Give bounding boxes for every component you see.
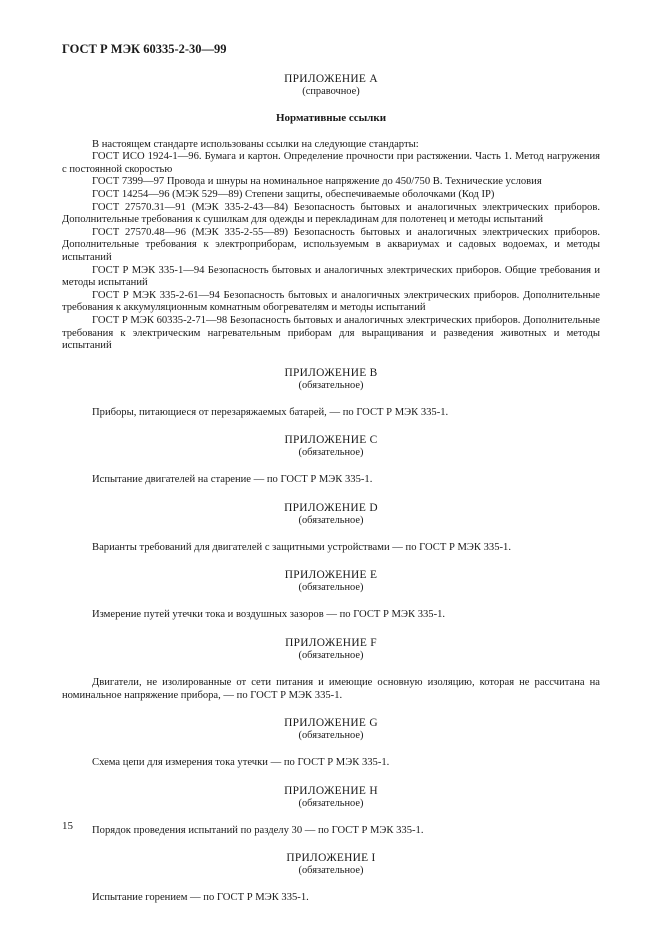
appendix-i xyxy=(62,852,600,905)
appendix-a xyxy=(62,73,600,353)
appendix-subtitle: (обязательное) xyxy=(298,582,364,594)
appendix-c xyxy=(62,434,600,487)
appendix-title: ПРИЛОЖЕНИЕ D xyxy=(284,501,378,514)
appendix-b xyxy=(62,367,600,420)
appendix-text: Порядок проведения испытаний по разделу 30 — по ГОСТ Р МЭК 335-1. xyxy=(92,824,424,836)
appendix-text: Варианты требований для двигателей с защитными устройствами — по ГОСТ Р МЭК 335-1. xyxy=(92,541,511,553)
document-header: ГОСТ Р МЭК 60335-2-30—99 xyxy=(62,42,227,56)
appendix-text: Измерение путей утечки тока и воздушных зазоров — по ГОСТ Р МЭК 335-1. xyxy=(92,609,446,621)
appendix-title: ПРИЛОЖЕНИЕ G xyxy=(284,717,378,730)
appendix-g xyxy=(62,717,600,770)
appendix-a-subtitle: (справочное) xyxy=(302,86,360,97)
appendix-subtitle: (обязательное) xyxy=(298,797,364,809)
appendix-e xyxy=(62,569,600,622)
appendix-a-title: ПРИЛОЖЕНИЕ А xyxy=(284,73,378,85)
appendix-text: Испытание горением — по ГОСТ Р МЭК 335-1. xyxy=(92,892,309,904)
appendix-text: Схема цепи для измерения тока утечки — по ГОСТ Р МЭК 335-1. xyxy=(92,757,390,769)
normative-references-heading: Нормативные ссылки xyxy=(275,112,387,124)
references-list xyxy=(62,139,600,353)
reference-item: ГОСТ 27570.31—91 (МЭК 335-2-43—84) Безопасность бытовых и аналогичных электрических приборов. Дополнительные требования к сушилкам для одежды и перекладинам для полотенец и методы испытаний xyxy=(62,201,600,226)
appendix-f xyxy=(62,637,600,702)
reference-item: ГОСТ 27570.48—96 (МЭК 335-2-55—89) Безопасность бытовых и аналогичных электрических приборов. Дополнительные требования к электроприборам, используемым в аквариумах и садовых водоемах, и методы испытаний xyxy=(62,226,600,263)
appendix-title: ПРИЛОЖЕНИЕ F xyxy=(285,637,377,650)
reference-item: ГОСТ Р МЭК 60335-2-71—98 Безопасность бытовых и аналогичных электрических приборов. Дополнительные требования к электрическим нагревательным приборам для выращивания и разведения животных и методы испытаний xyxy=(62,314,600,352)
page-number: 15 xyxy=(62,820,73,832)
appendix-title: ПРИЛОЖЕНИЕ В xyxy=(284,366,378,379)
appendix-text: Испытание двигателей на старение — по ГОСТ Р МЭК 335-1. xyxy=(92,474,373,486)
reference-item: ГОСТ ИСО 1924-1—96. Бумага и картон. Определение прочности при растяжении. Часть 1. Метод нагружения с постоянной скоростью xyxy=(62,151,600,175)
appendix-title: ПРИЛОЖЕНИЕ С xyxy=(284,434,378,447)
appendix-text: Приборы, питающиеся от перезаряжаемых батарей, — по ГОСТ Р МЭК 335-1. xyxy=(92,406,449,418)
appendix-subtitle: (обязательное) xyxy=(298,514,364,526)
references-intro: В настоящем стандарте использованы ссылки на следующие стандарты: xyxy=(92,138,419,150)
appendix-subtitle: (обязательное) xyxy=(298,379,364,391)
appendix-title: ПРИЛОЖЕНИЕ Е xyxy=(284,569,378,582)
appendix-title: ПРИЛОЖЕНИЕ I xyxy=(286,852,376,865)
appendix-subtitle: (обязательное) xyxy=(298,730,364,742)
reference-item: ГОСТ 14254—96 (МЭК 529—89) Степени защиты, обеспечиваемые оболочками (Код IP) xyxy=(92,188,495,200)
appendix-d xyxy=(62,502,600,555)
page-content xyxy=(62,73,600,920)
appendix-subtitle: (обязательное) xyxy=(298,865,364,877)
appendix-title: ПРИЛОЖЕНИЕ Н xyxy=(284,784,378,797)
reference-item: ГОСТ Р МЭК 335-1—94 Безопасность бытовых и аналогичных электрических приборов. Общие требования и методы испытаний xyxy=(62,264,600,289)
reference-item: ГОСТ Р МЭК 335-2-61—94 Безопасность бытовых и аналогичных электрических приборов. Дополнительные требования к аккумуляционным комнатным обогревателям и методы испытаний xyxy=(62,289,600,314)
appendix-h xyxy=(62,785,600,838)
reference-item: ГОСТ 7399—97 Провода и шнуры на номинальное напряжение до 450/750 В. Технические условия xyxy=(92,176,542,188)
appendix-subtitle: (обязательное) xyxy=(298,650,364,662)
appendix-text: Двигатели, не изолированные от сети питания и имеющие основную изоляцию, которая не рассчитана на номинальное напряжение прибора, — по ГОСТ Р МЭК 335-1. xyxy=(62,677,600,701)
appendix-subtitle: (обязательное) xyxy=(298,447,364,459)
